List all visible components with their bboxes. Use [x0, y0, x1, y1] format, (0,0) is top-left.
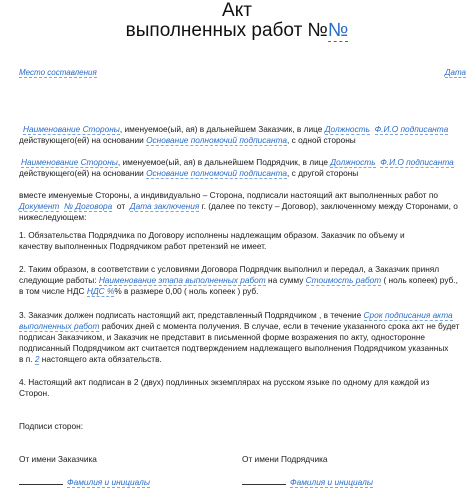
p2-line3-pre: в том числе НДС	[19, 286, 85, 296]
customer-line1	[23, 124, 469, 135]
p2-line1: 2. Таким образом, в соответствии с условиями Договора Подрядчик выполнил и передал, а Заказчик принял	[19, 264, 440, 274]
contractor-text1: , именуемое(ый, ая) в дальнейшем Подрядчик, в лице	[117, 157, 328, 167]
preamble-from: от	[116, 201, 126, 211]
customer-fio-field[interactable]: Ф.И.О подписанта	[374, 124, 449, 134]
contractor-basis-field[interactable]: Основание полномочий подписанта	[146, 168, 288, 178]
p3-line5	[19, 354, 465, 365]
doc-title-text: выполненных работ №	[125, 20, 328, 41]
preamble-line2	[19, 201, 465, 212]
contractor-sign-label: От имени Подрядчика	[242, 454, 328, 464]
p2-line2-pre: следующие работы:	[19, 275, 97, 285]
p2-line2-mid: на сумму	[268, 275, 304, 285]
work-cost-field[interactable]: Стоимость работ	[305, 275, 382, 285]
customer-text3: , с одной стороны	[287, 135, 356, 145]
date-field[interactable]: Дата	[444, 68, 466, 77]
doc-title-line2	[0, 20, 474, 42]
signing-term-field[interactable]: Срок подписания акта	[363, 310, 453, 320]
signatures-heading: Подписи сторон:	[19, 421, 84, 431]
contractor-party-field[interactable]: Наименование Стороны	[21, 157, 118, 167]
customer-name-field[interactable]: Фамилия и инициалы	[67, 477, 150, 487]
signing-term-field-cont[interactable]: выполненных работ	[19, 321, 100, 331]
contractor-line1	[21, 157, 467, 168]
p3-line1-pre: 3. Заказчик должен подписать настоящий акт, представленный Подрядчиком , в течение	[19, 310, 362, 320]
customer-sign-row	[19, 476, 219, 488]
p3-line5-pre: в п.	[19, 354, 33, 364]
p3-line2	[19, 321, 465, 332]
place-date-row	[19, 67, 465, 78]
p1-line2: качеству выполненных Подрядчиком работ претензий не имеет.	[19, 241, 267, 251]
p4-line2: Сторон.	[19, 388, 50, 398]
contract-date-field[interactable]: Дата заключения	[129, 201, 200, 211]
date-row	[445, 67, 466, 78]
contract-number-field[interactable]: № Договора	[63, 201, 113, 211]
contractor-sign-row	[242, 476, 462, 488]
contractor-text2: действующего(ей) на основании	[19, 168, 144, 178]
act-number-field[interactable]: №	[327, 20, 349, 41]
preamble-line3: нижеследующем:	[19, 212, 87, 222]
vat-field[interactable]: НДС %	[86, 286, 115, 296]
customer-signature-line[interactable]	[19, 476, 63, 485]
p1-line1: 1. Обязательства Подрядчика по Договору исполнены надлежащим образом. Заказчик по объему и	[19, 230, 405, 240]
contractor-text3: , с другой стороны	[287, 168, 359, 178]
p3-line1	[19, 310, 465, 321]
p2-line2-post: ( ноль копеек) руб.,	[383, 275, 458, 285]
customer-party-field[interactable]: Наименование Стороны	[23, 124, 120, 134]
preamble-line2-rest: г. (далее по тексту – Договор), заключенному между Сторонами, о	[201, 201, 458, 211]
p4-line1: 4. Настоящий акт подписан в 2 (двух) подлинных экземплярах на русском языке по одному для каждой из	[19, 377, 430, 387]
p3-line5-post: настоящего акта обязательств.	[41, 354, 162, 364]
preamble-line1: вместе именуемые Стороны, а индивидуально – Сторона, подписали настоящий акт выполненных работ по	[19, 190, 438, 200]
customer-sign-label: От имени Заказчика	[19, 454, 97, 464]
customer-line2	[19, 135, 465, 146]
customer-basis-field[interactable]: Основание полномочий подписанта	[146, 135, 288, 145]
document-field[interactable]: Документ	[19, 201, 60, 211]
p2-line3	[19, 286, 465, 297]
contractor-position-field[interactable]: Должность	[330, 157, 376, 167]
customer-text2: действующего(ей) на основании	[19, 135, 144, 145]
clause-ref-field[interactable]: 2	[34, 354, 40, 364]
work-stage-field[interactable]: Наименование этапа выполненных работ	[98, 275, 266, 285]
p3-line3: подписан Заказчиком, и Заказчик не представит в письменной форме возражения по акту, односторонне	[19, 332, 426, 342]
p3-line4: подписанный Подрядчиком акт считается подтверждением надлежащего выполнения Подрядчиком указанных	[19, 343, 449, 353]
contractor-line2	[19, 168, 465, 179]
contractor-name-field[interactable]: Фамилия и инициалы	[290, 477, 373, 487]
place-field[interactable]: Место составления	[19, 68, 97, 77]
doc-title-line1: Акт	[222, 0, 252, 21]
customer-position-field[interactable]: Должность	[324, 124, 370, 134]
p3-line2-post: рабочих дней с момента получения. В случае, если в течение указанного срока акт не будет	[101, 321, 460, 331]
p2-line3-post: % в размере 0,00 ( ноль копеек ) руб.	[114, 286, 259, 296]
contractor-signature-line[interactable]	[242, 476, 286, 485]
customer-text1: , именуемое(ый, ая) в дальнейшем Заказчик, в лице	[119, 124, 323, 134]
contractor-fio-field[interactable]: Ф.И.О подписанта	[380, 157, 454, 167]
p2-line2	[19, 275, 465, 286]
